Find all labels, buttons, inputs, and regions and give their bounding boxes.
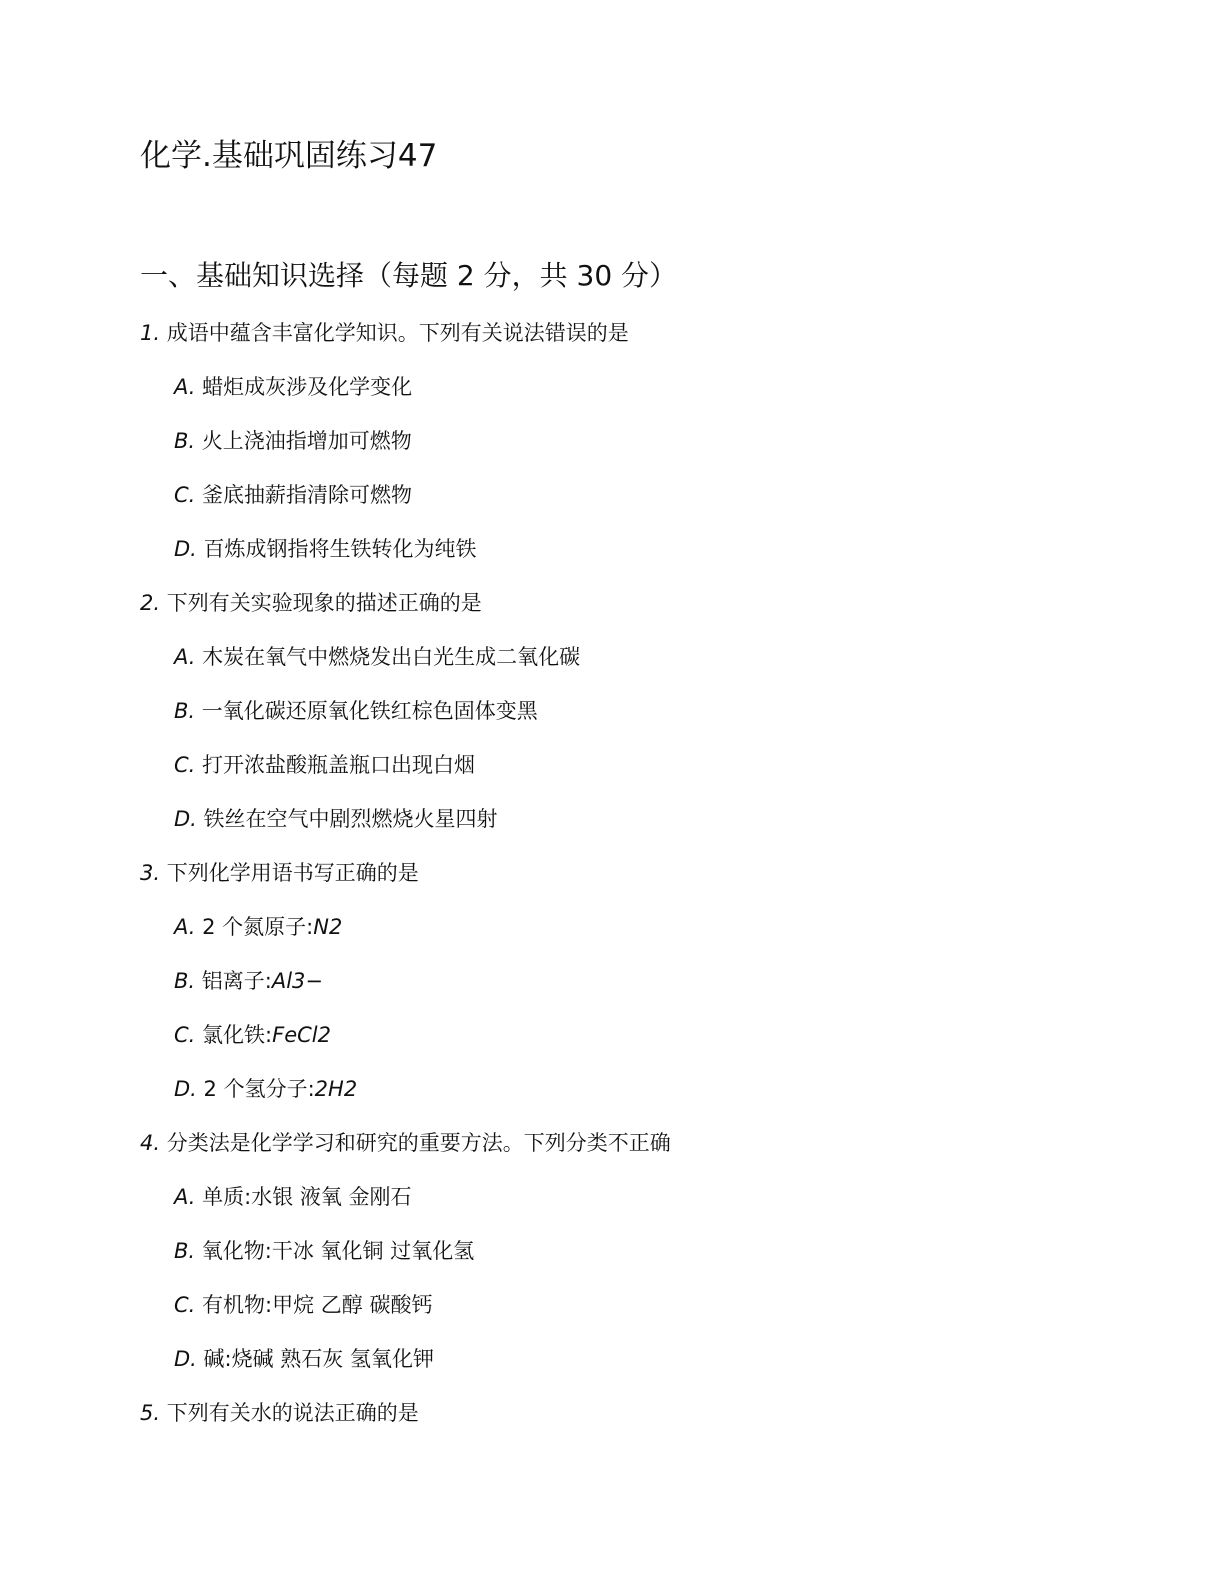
option-letter: D. bbox=[174, 1077, 197, 1101]
option-3b bbox=[174, 966, 323, 996]
option-2a bbox=[174, 642, 580, 672]
chemical-formula: 2H2 bbox=[314, 1077, 358, 1101]
question-text: 分类法是化学学习和研究的重要方法。下列分类不正确 bbox=[166, 1131, 671, 1155]
option-letter: C. bbox=[174, 1293, 196, 1317]
option-3a bbox=[174, 912, 342, 942]
page-title: 化学.基础巩固练习47 bbox=[140, 138, 438, 174]
chemical-formula: N2 bbox=[313, 915, 343, 939]
option-4d bbox=[174, 1344, 434, 1374]
option-1a bbox=[174, 372, 412, 402]
option-1b bbox=[174, 426, 412, 456]
option-letter: C. bbox=[174, 753, 196, 777]
section-heading: 一、基础知识选择（每题 2 分，共 30 分） bbox=[140, 259, 678, 292]
option-1c bbox=[174, 480, 412, 510]
option-2d bbox=[174, 804, 498, 834]
option-letter: B. bbox=[174, 1239, 196, 1263]
option-4b bbox=[174, 1236, 474, 1266]
option-4c bbox=[174, 1290, 432, 1320]
option-letter: A. bbox=[174, 645, 196, 669]
option-text: 一氧化碳还原氧化铁红棕色固体变黑 bbox=[201, 699, 538, 723]
option-letter: A. bbox=[174, 915, 196, 939]
option-letter: B. bbox=[174, 429, 196, 453]
question-4 bbox=[140, 1128, 671, 1158]
option-text: 打开浓盐酸瓶盖瓶口出现白烟 bbox=[202, 753, 476, 777]
option-text: 2 个氢分子: bbox=[203, 1077, 315, 1101]
option-1d bbox=[174, 534, 477, 564]
option-2b bbox=[174, 696, 538, 726]
question-5 bbox=[140, 1398, 419, 1428]
option-text: 铝离子: bbox=[201, 969, 272, 993]
question-3 bbox=[140, 858, 419, 888]
option-text: 蜡炬成灰涉及化学变化 bbox=[202, 375, 413, 399]
option-2c bbox=[174, 750, 475, 780]
question-number: 5. bbox=[140, 1401, 161, 1425]
option-text: 铁丝在空气中剧烈燃烧火星四射 bbox=[203, 807, 498, 831]
option-letter: D. bbox=[174, 807, 197, 831]
option-4a bbox=[174, 1182, 412, 1212]
option-text: 2 个氮原子: bbox=[202, 915, 314, 939]
option-3c bbox=[174, 1020, 331, 1050]
question-number: 2. bbox=[140, 591, 161, 615]
question-number: 3. bbox=[140, 861, 161, 885]
option-3d bbox=[174, 1074, 357, 1104]
option-text: 火上浇油指增加可燃物 bbox=[201, 429, 412, 453]
option-text: 单质:水银 液氧 金刚石 bbox=[202, 1185, 412, 1209]
option-text: 有机物:甲烷 乙醇 碳酸钙 bbox=[202, 1293, 433, 1317]
option-text: 氧化物:干冰 氧化铜 过氧化氢 bbox=[201, 1239, 475, 1263]
option-letter: A. bbox=[174, 375, 196, 399]
question-1 bbox=[140, 318, 629, 348]
question-2 bbox=[140, 588, 482, 618]
chemical-formula: FeCl2 bbox=[272, 1023, 331, 1047]
option-letter: B. bbox=[174, 699, 196, 723]
option-text: 碱:烧碱 熟石灰 氢氧化钾 bbox=[203, 1347, 434, 1371]
option-text: 木炭在氧气中燃烧发出白光生成二氧化碳 bbox=[202, 645, 581, 669]
option-text: 釜底抽薪指清除可燃物 bbox=[202, 483, 413, 507]
option-text: 氯化铁: bbox=[202, 1023, 273, 1047]
option-letter: D. bbox=[174, 1347, 197, 1371]
option-letter: C. bbox=[174, 1023, 196, 1047]
option-letter: C. bbox=[174, 483, 196, 507]
option-letter: A. bbox=[174, 1185, 196, 1209]
question-text: 成语中蕴含丰富化学知识。下列有关说法错误的是 bbox=[166, 321, 629, 345]
option-letter: D. bbox=[174, 537, 197, 561]
question-text: 下列有关实验现象的描述正确的是 bbox=[166, 591, 482, 615]
question-text: 下列有关水的说法正确的是 bbox=[166, 1401, 419, 1425]
chemical-formula: Al3− bbox=[271, 969, 324, 993]
option-letter: B. bbox=[174, 969, 196, 993]
option-text: 百炼成钢指将生铁转化为纯铁 bbox=[203, 537, 477, 561]
question-number: 1. bbox=[140, 321, 161, 345]
question-text: 下列化学用语书写正确的是 bbox=[166, 861, 419, 885]
question-number: 4. bbox=[140, 1131, 161, 1155]
